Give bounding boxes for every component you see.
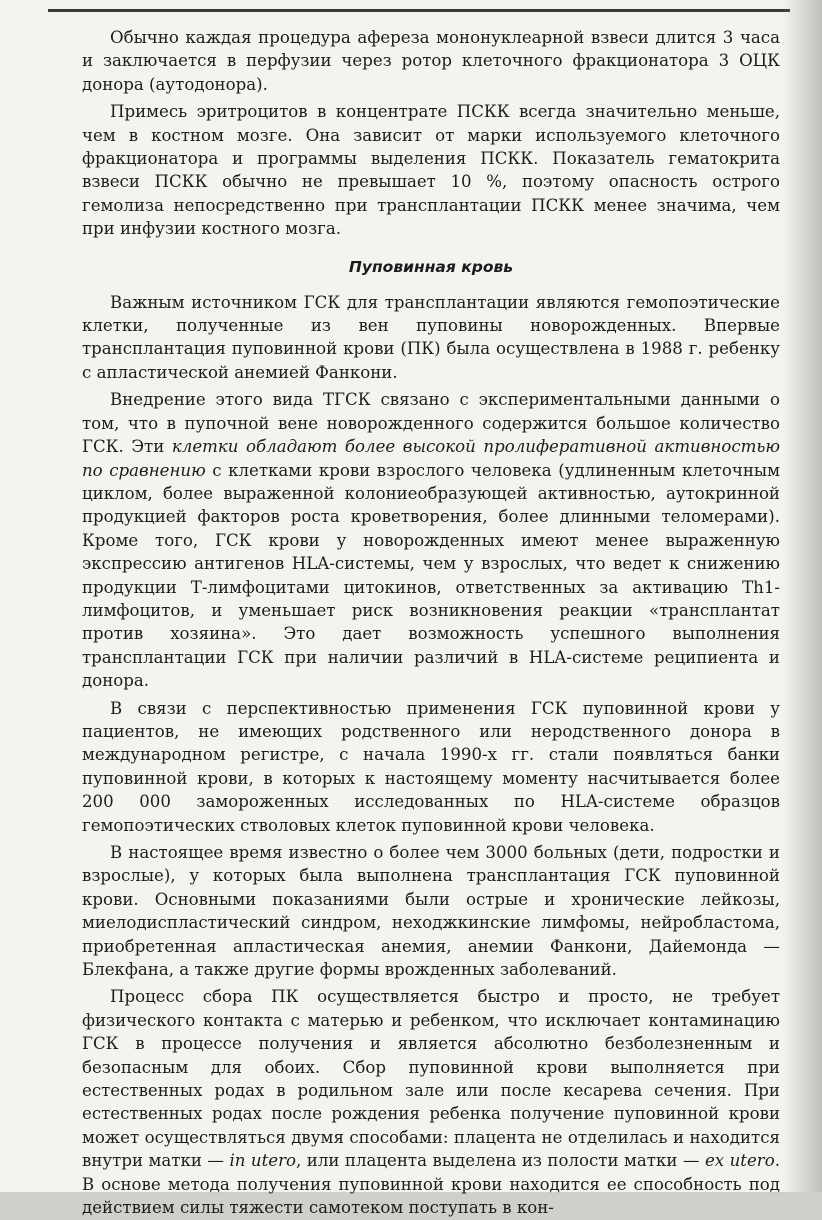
paragraph-tgsk-italic: клетки обладают более высокой пролиферативной активностью по сравнению xyxy=(82,437,780,480)
paragraph-collection-text-3: . В основе метода получения пуповинной крови находится ее способность под действием силы тяжести самотеком поступать в кон- xyxy=(82,1151,780,1218)
term-ex-utero: ex utero xyxy=(704,1151,775,1171)
section-heading: Пуповинная кровь xyxy=(348,257,514,276)
paragraph-collection-text-1: Процесс сбора ПК осуществляется быстро и просто, не требует физического контакта с матерью и ребенком, что исключает контаминацию ГСК в процессе получения и является абсолютно безболезненным и безопасным для обоих. Сбор пуповинной крови выполняется при естественных родах в родильном зале или после кесарева сечения. При естественных родах после рождения ребенка получение пуповинной крови может осуществляться двумя способами: плацента не отделилась и находится внутри матки — xyxy=(82,987,780,1171)
paragraph-tgsk-introduction xyxy=(82,388,780,692)
paragraph-cord-blood-banks: В связи с перспективностью применения ГСК пуповинной крови у пациентов, не имеющих родственного или неродственного донора в международном регистре, с начала 1990-х гг. стали появляться банки пуповинной крови, в которых к настоящему моменту насчитывается более 200 000 замороженных исследованных по HLA-системе образцов гемопоэтических стволовых клеток пуповинной крови человека. xyxy=(82,698,780,835)
page-text xyxy=(82,26,780,1220)
paragraph-apheresis-duration: Обычно каждая процедура афереза мононуклеарной взвеси длится 3 часа и заключается в перфузии через ротор клеточного фракционатора 3 ОЦК донора (аутодонора). xyxy=(82,28,780,94)
paragraph-tgsk-text-1: Внедрение этого вида ТГСК связано с экспериментальными данными о том, что в пупочной вене новорожденного содержится большое количество ГСК. Эти xyxy=(82,390,780,457)
paragraph-cord-blood-source: Важным источником ГСК для трансплантации являются гемопоэтические клетки, полученные из вен пуповины новорожденных. Впервые трансплантация пуповинной крови (ПК) была осуществлена в 1988 г. ребенку с апластической анемией Фанкони. xyxy=(82,292,780,382)
paragraph-collection-text-2: , или плацента выделена из полости матки — xyxy=(296,1151,705,1171)
page-edge-shadow xyxy=(782,0,822,1192)
top-rule xyxy=(48,9,790,12)
term-in-utero: in utero xyxy=(229,1151,297,1171)
paragraph-tgsk-text-2: с клетками крови взрослого человека (удлиненным клеточным циклом, более выраженной колониеобразующей активностью, аутокринной продукцией факторов роста кроветворения, более длинными теломерами). Кроме того, ГСК крови у новорожденных имеют менее выраженную экспрессию антигенов HLA-системы, чем у взрослых, что ведет к снижению продукции Т-лимфоцитами цитокинов, ответственных за активацию Th1-лимфоцитов, и уменьшает риск возникновения реакции «трансплантат против хозяина». Это дает возможность успешного выполнения трансплантации ГСК при наличии различий в HLA-системе реципиента и донора. xyxy=(82,460,780,691)
paragraph-patients-indications: В настоящее время известно о более чем 3000 больных (дети, подростки и взрослые), у которых была выполнена трансплантация ГСК пуповинной крови. Основными показаниями были острые и хронические лейкозы, миелодиспластический синдром, неходжкинские лимфомы, нейробластома, приобретенная апластическая анемия, анемии Фанкони, Дайемонда — Блекфана, а также другие формы врожденных заболеваний. xyxy=(82,843,780,980)
paragraph-erythrocyte-admixture: Примесь эритроцитов в концентрате ПСКК всегда значительно меньше, чем в костном мозге. Она зависит от марки используемого клеточного фракционатора и программы выделения ПСКК. Показатель гематокрита взвеси ПСКК обычно не превышает 10 %, поэтому опасность острого гемолиза непосредственно при трансплантации ПСКК менее значима, чем при инфузии костного мозга. xyxy=(82,102,780,239)
paragraph-collection-process xyxy=(82,985,780,1219)
